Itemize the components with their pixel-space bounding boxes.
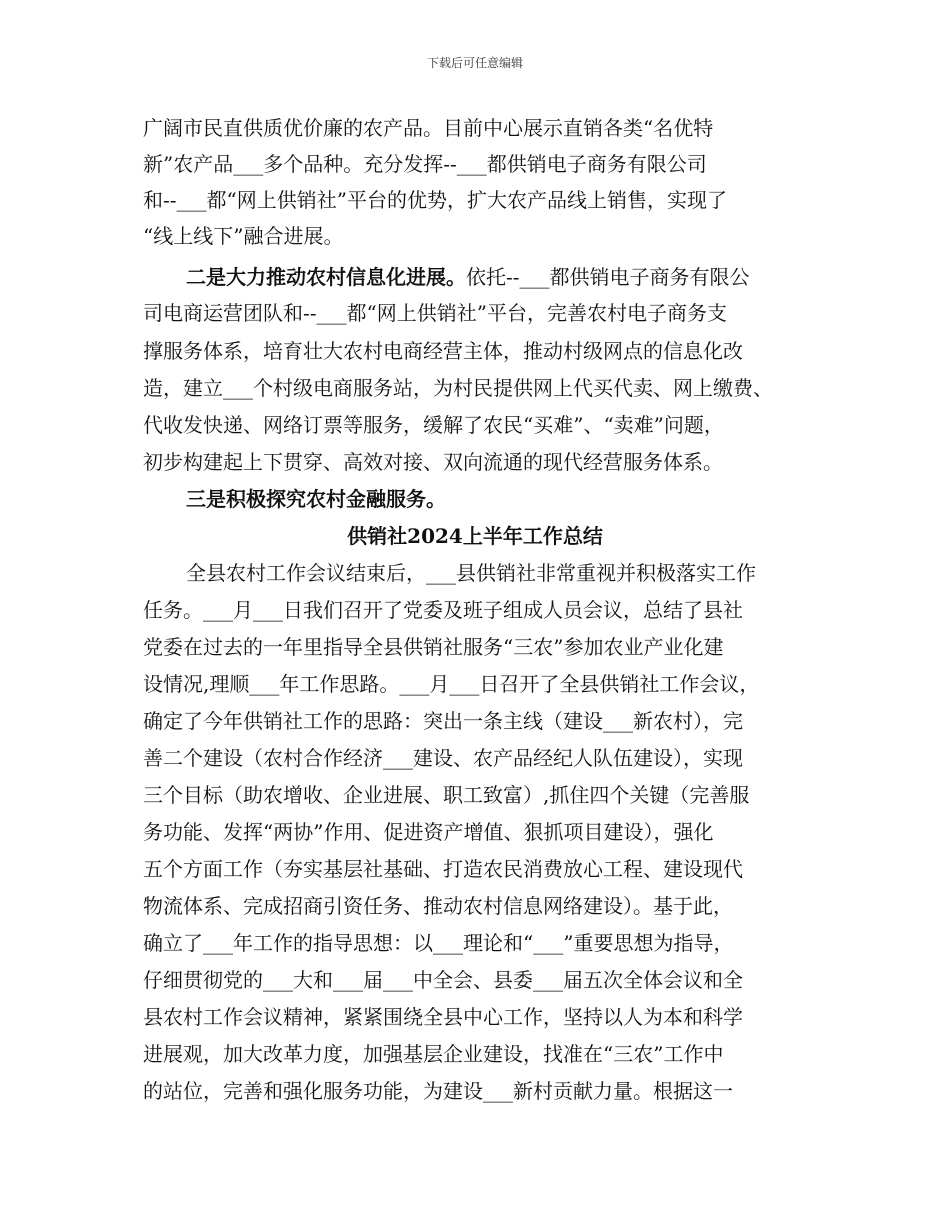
paragraph-line: 代收发快递、网络订票等服务，缓解了农民“买难”、“卖难”问题， — [143, 413, 724, 437]
paragraph-line: 仔细贯彻党的___大和___届___中全会、县委___届五次全体会议和全 — [143, 968, 743, 992]
paragraph-line: 县农村工作会议精神，紧紧围绕全县中心工作，坚持以人为本和科学 — [143, 1005, 743, 1029]
paragraph-line: 的站位，完善和强化服务功能，为建设___新村贡献力量。根据这一 — [143, 1079, 733, 1103]
section-heading: 三是积极探究农村金融服务。 — [186, 487, 446, 511]
paragraph-line: 三个目标（助农增收、企业进展、职工致富）,抓住四个关键（完善服 — [143, 783, 750, 807]
paragraph-text: 依托--___都供销电子商务有限公 — [466, 265, 750, 289]
paragraph-line: 务功能、发挥“两协”作用、促进资产增值、狠抓项目建设），强化 — [143, 820, 714, 844]
paragraph-line: 物流体系、完成招商引资任务、推动农村信息网络建设）。基于此， — [143, 894, 733, 918]
page-header: 下载后可任意编辑 — [426, 56, 523, 70]
paragraph-line: 造，建立___个村级电商服务站，为村民提供网上代买代卖、网上缴费、 — [143, 376, 773, 400]
section-heading: 二是大力推动农村信息化进展。 — [186, 265, 466, 289]
paragraph-line: 善二个建设（农村合作经济___建设、农产品经纪人队伍建设），实现 — [143, 746, 743, 770]
document-title: 供销社2024上半年工作总结 — [347, 524, 603, 548]
paragraph-line: 进展观，加大改革力度，加强基层企业建设，找准在“三农”工作中 — [143, 1042, 724, 1066]
paragraph-line: 司电商运营团队和--___都“网上供销社”平台，完善农村电子商务支 — [143, 301, 727, 325]
paragraph-line: 全县农村工作会议结束后，___县供销社非常重视并积极落实工作 — [186, 561, 756, 585]
paragraph-line — [186, 260, 750, 294]
paragraph-line: “线上线下”融合进展。 — [143, 224, 344, 248]
paragraph-line: 设情况,理顺___年工作思路。___月___日召开了全县供销社工作会议， — [143, 672, 760, 696]
paragraph-line: 撑服务体系，培育壮大农村电商经营主体，推动村级网点的信息化改 — [143, 339, 743, 363]
paragraph-line: 任务。___月___日我们召开了党委及班子组成人员会议，总结了县社 — [143, 598, 743, 622]
paragraph-line: 确立了___年工作的指导思想：以___理论和“___”重要思想为指导， — [143, 931, 734, 955]
paragraph-line: 和--___都“网上供销社”平台的优势，扩大农产品线上销售，实现了 — [143, 188, 727, 212]
paragraph-line: 五个方面工作（夯实基层社基础、打造农民消费放心工程、建设现代 — [143, 857, 743, 881]
paragraph-line: 党委在过去的一年里指导全县供销社服务“三农”参加农业产业化建 — [143, 635, 724, 659]
paragraph-line: 新”农产品___多个品种。充分发挥--___都供销电子商务有限公司 — [143, 152, 707, 176]
paragraph-line: 广阔市民直供质优价廉的农产品。目前中心展示直销各类“名优特 — [143, 116, 714, 140]
paragraph-line: 初步构建起上下贯穿、高效对接、双向流通的现代经营服务体系。 — [143, 450, 723, 474]
paragraph-line: 确定了今年供销社工作的思路：突出一条主线（建设___新农村），完 — [143, 709, 743, 733]
